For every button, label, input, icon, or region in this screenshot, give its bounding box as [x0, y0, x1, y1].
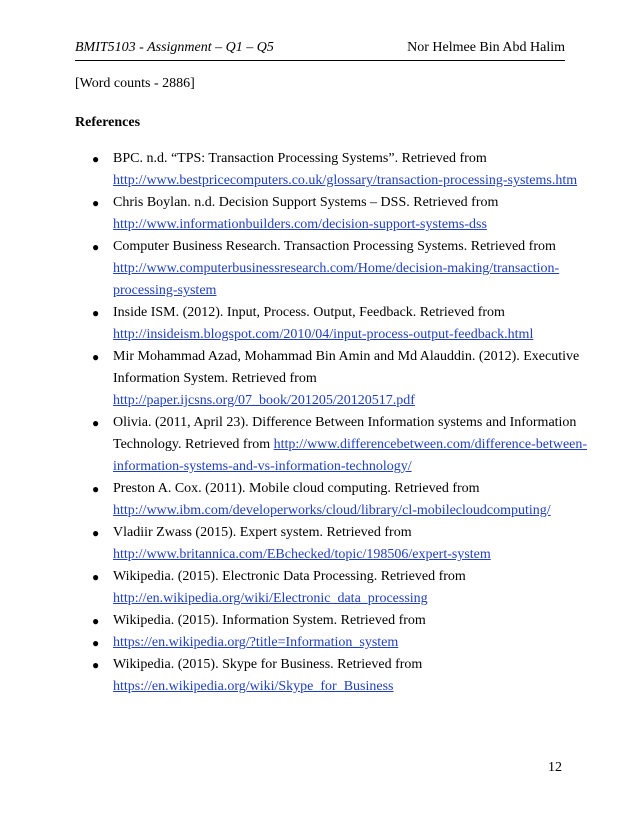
reference-link[interactable]: http://www.differencebetween.com/difference-between-: [273, 437, 588, 452]
reference-link[interactable]: https://en.wikipedia.org/wiki/Skype_for_Business: [113, 679, 394, 694]
reference-link[interactable]: http://www.ibm.com/developerworks/cloud/library/cl-mobilecloudcomputing/: [113, 503, 551, 518]
reference-link[interactable]: http://en.wikipedia.org/wiki/Electronic_data_processing: [113, 591, 428, 606]
page-number: 12: [548, 760, 562, 775]
reference-text: Wikipedia. (2015). Electronic Data Processing. Retrieved from: [113, 569, 466, 584]
reference-text: Information System. Retrieved from: [113, 371, 317, 386]
reference-link-line: [113, 459, 412, 475]
word-count: [Word counts - 2886]: [75, 76, 195, 91]
reference-link-line: [113, 217, 487, 233]
reference-link[interactable]: http://insideism.blogspot.com/2010/04/input-process-output-feedback.html: [113, 327, 534, 342]
reference-text: BPC. n.d. “TPS: Transaction Processing Systems”. Retrieved from: [113, 151, 487, 166]
reference-text: Chris Boylan. n.d. Decision Support Systems – DSS. Retrieved from: [113, 195, 499, 210]
bullet-icon: ●: [92, 306, 100, 320]
reference-text: Mir Mohammad Azad, Mohammad Bin Amin and Md Alauddin. (2012). Executive: [113, 349, 580, 364]
reference-link[interactable]: http://www.britannica.com/EBchecked/topic/198506/expert-system: [113, 547, 491, 562]
reference-text: Computer Business Research. Transaction Processing Systems. Retrieved from: [113, 239, 556, 254]
bullet-icon: ●: [92, 240, 100, 254]
reference-link[interactable]: http://www.computerbusinessresearch.com/Home/decision-making/transaction-: [113, 261, 560, 276]
header-course-title: BMIT5103 - Assignment – Q1 – Q5: [75, 40, 274, 55]
bullet-icon: ●: [92, 482, 100, 496]
reference-link[interactable]: http://www.informationbuilders.com/decision-support-systems-dss: [113, 217, 487, 232]
bullet-icon: ●: [92, 526, 100, 540]
reference-link[interactable]: https://en.wikipedia.org/?title=Information_system: [113, 635, 399, 650]
reference-text: Vladiir Zwass (2015). Expert system. Retrieved from: [113, 525, 412, 540]
bullet-icon: ●: [92, 658, 100, 672]
reference-link[interactable]: information-systems-and-vs-information-technology/: [113, 459, 412, 474]
reference-text: Technology. Retrieved from: [113, 437, 274, 452]
bullet-icon: ●: [92, 196, 100, 210]
reference-link[interactable]: processing-system: [113, 283, 217, 298]
reference-link[interactable]: http://paper.ijcsns.org/07_book/201205/20120517.pdf: [113, 393, 415, 408]
reference-text: Inside ISM. (2012). Input, Process. Output, Feedback. Retrieved from: [113, 305, 505, 320]
bullet-icon: ●: [92, 614, 100, 628]
bullet-icon: ●: [92, 570, 100, 584]
reference-link-line: [113, 173, 577, 189]
reference-link-line: [113, 591, 428, 607]
bullet-icon: ●: [92, 152, 100, 166]
reference-link-line: [113, 393, 415, 409]
bullet-icon: ●: [92, 350, 100, 364]
bullet-icon: ●: [92, 636, 100, 650]
reference-link-line: [113, 679, 394, 695]
header-author-name: Nor Helmee Bin Abd Halim: [407, 40, 565, 55]
reference-text: Wikipedia. (2015). Information System. Retrieved from: [113, 613, 426, 628]
reference-link-line: [113, 547, 491, 563]
reference-link-line: [113, 503, 551, 519]
page-header: [75, 40, 565, 61]
reference-link-line: [113, 635, 398, 651]
reference-text: Preston A. Cox. (2011). Mobile cloud computing. Retrieved from: [113, 481, 480, 496]
reference-mixed-line: [113, 437, 587, 453]
bullet-icon: ●: [92, 416, 100, 430]
reference-link-line: [113, 283, 216, 299]
references-heading: References: [75, 115, 141, 130]
reference-text: Olivia. (2011, April 23). Difference Between Information systems and Information: [113, 415, 577, 430]
reference-link-line: [113, 327, 533, 343]
reference-link-line: [113, 261, 559, 277]
reference-text: Wikipedia. (2015). Skype for Business. Retrieved from: [113, 657, 423, 672]
reference-link[interactable]: http://www.bestpricecomputers.co.uk/glossary/transaction-processing-systems.htm: [113, 173, 578, 188]
